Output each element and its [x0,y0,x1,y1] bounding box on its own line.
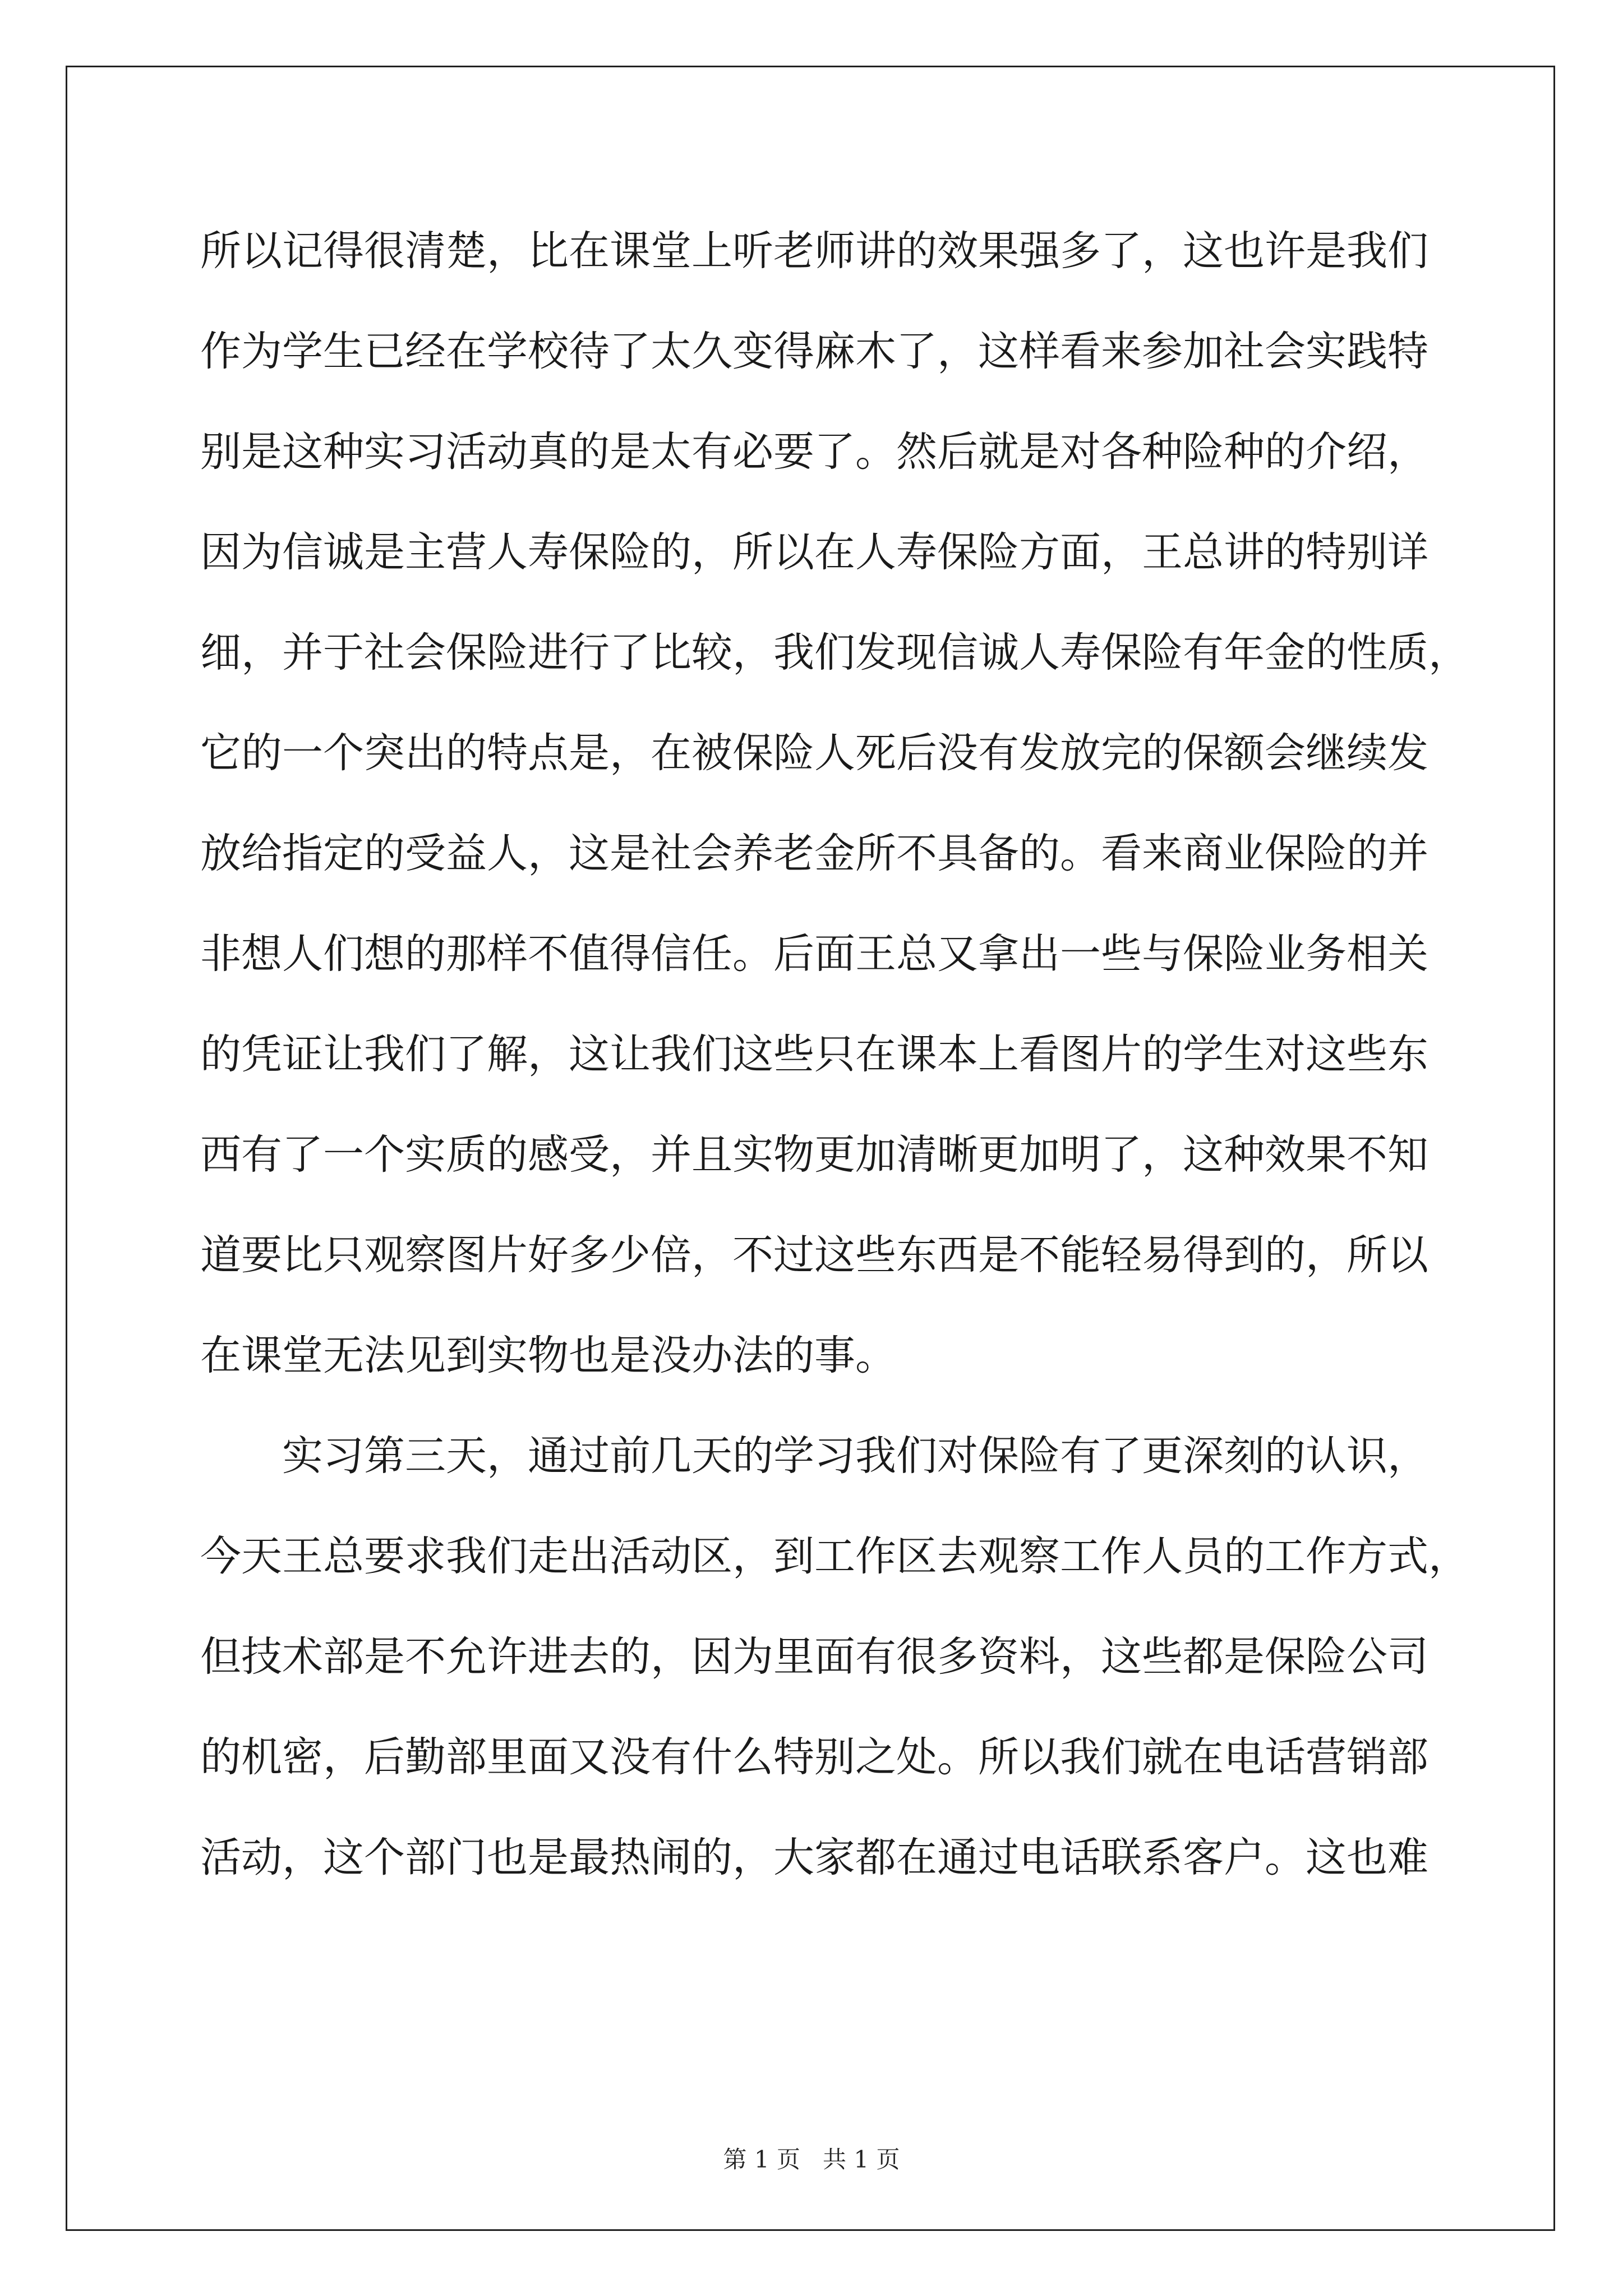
text-line: 所以记得很清楚，比在课堂上听老师讲的效果强多了，这也许是我们 [200,227,1428,275]
paragraph-first-line: 实习第三天，通过前几天的学习我们对保险有了更深刻的认识， [282,1432,1428,1480]
text-line: 因为信诚是主营人寿保险的，所以在人寿保险方面，王总讲的特别详 [200,528,1428,576]
text-line: 放给指定的受益人，这是社会养老金所不具备的。看来商业保险的并 [200,830,1428,877]
text-line: 西有了一个实质的感受，并且实物更加清晰更加明了，这种效果不知 [200,1131,1428,1179]
text-line: 但技术部是不允许进去的，因为里面有很多资料，这些都是保险公司 [200,1633,1428,1681]
document-body [200,201,1469,1908]
text-line: 非想人们想的那样不值得信任。后面王总又拿出一些与保险业务相关 [200,930,1428,978]
text-line: 的机密，后勤部里面又没有什么特别之处。所以我们就在电话营销部 [200,1733,1428,1781]
text-line: 别是这种实习活动真的是太有必要了。然后就是对各种险种的介绍， [200,428,1428,476]
text-line: 细，并于社会保险进行了比较，我们发现信诚人寿保险有年金的性质， [200,629,1469,677]
text-line: 作为学生已经在学校待了太久变得麻木了，这样看来参加社会实践特 [200,328,1428,375]
text-line: 的凭证让我们了解，这让我们这些只在课本上看图片的学生对这些东 [200,1030,1428,1078]
text-line: 它的一个突出的特点是，在被保险人死后没有发放完的保额会继续发 [200,729,1428,777]
text-line: 道要比只观察图片好多少倍，不过这些东西是不能轻易得到的，所以 [200,1231,1428,1279]
text-line: 活动，这个部门也是最热闹的，大家都在通过电话联系客户。这也难 [200,1834,1428,1881]
text-line: 今天王总要求我们走出活动区，到工作区去观察工作人员的工作方式， [200,1533,1469,1580]
text-line: 在课堂无法见到实物也是没办法的事。 [200,1332,896,1379]
page-number-footer: 第 1 页 共 1 页 [723,2146,900,2173]
